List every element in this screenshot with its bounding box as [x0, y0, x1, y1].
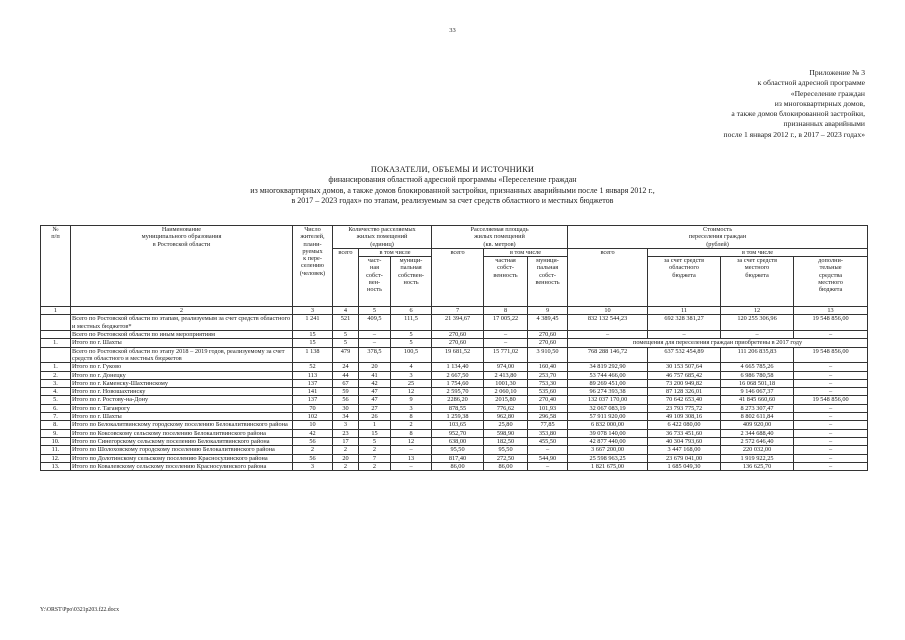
cell-c8: 2 060,10 — [484, 388, 528, 396]
cell-c13: – — [794, 421, 868, 429]
cell-c13: – — [794, 379, 868, 387]
cell-c8: 2 413,80 — [484, 371, 528, 379]
row-name: Итого по г. Гуково — [71, 363, 293, 371]
col-number: 4 — [333, 307, 359, 315]
table-row — [41, 429, 868, 437]
cell-c13: – — [794, 462, 868, 470]
row-name: Итого по Долотинскому сельскому поселению Красносулинского района — [71, 454, 293, 462]
cell-c5: 42 — [359, 379, 391, 387]
cell-c7: 2 595,70 — [432, 388, 484, 396]
cell-c10: 32 067 083,19 — [568, 404, 648, 412]
row-number: 10. — [41, 437, 71, 445]
row-number: 1. — [41, 339, 71, 347]
row-name: Всего по Ростовской области по этапу 2018 – 2019 годов, реализуемому за счет средств областного и местных бюджетов — [71, 347, 293, 363]
cell-c10: 57 911 920,00 — [568, 413, 648, 421]
cell-c11: 40 304 793,60 — [648, 437, 721, 445]
cell-c11: 6 422 080,00 — [648, 421, 721, 429]
cell-c6: 4 — [391, 363, 432, 371]
cell-c3: 52 — [293, 363, 333, 371]
table-row — [41, 371, 868, 379]
cell-c6: 8 — [391, 429, 432, 437]
row-number: 13. — [41, 462, 71, 470]
cell-c10: 25 598 963,25 — [568, 454, 648, 462]
cell-c8: – — [484, 331, 528, 339]
cell-c9: 544,90 — [528, 454, 568, 462]
cell-c8: 25,80 — [484, 421, 528, 429]
cell-c3: 15 — [293, 331, 333, 339]
header-cost-incl: в том числе — [648, 248, 868, 256]
cell-c12: – — [721, 331, 794, 339]
cell-c11: 3 447 168,00 — [648, 446, 721, 454]
cell-c7: 2286,20 — [432, 396, 484, 404]
row-name: Всего по Ростовской области по иным мероприятиям — [71, 331, 293, 339]
row-name: Всего по Ростовской области по этапам, реализуемым за счет средств областного и местных бюджетов* — [71, 315, 293, 331]
cell-c13: – — [794, 413, 868, 421]
cell-c10: 1 821 675,00 — [568, 462, 648, 470]
cell-c5: 378,5 — [359, 347, 391, 363]
cell-c12: 2 572 646,40 — [721, 437, 794, 445]
cell-c10: 832 132 544,23 — [568, 315, 648, 331]
title-line: из многоквартирных домов, а также домов блокированной застройки, признанных аварийными после 1 января 2012 г., — [250, 185, 655, 195]
col-number: 8 — [484, 307, 528, 315]
col-number: 12 — [721, 307, 794, 315]
cell-c12: 8 273 307,47 — [721, 404, 794, 412]
cell-c4: 2 — [333, 462, 359, 470]
cell-c8: 272,50 — [484, 454, 528, 462]
cell-c6: 25 — [391, 379, 432, 387]
cell-c10: 132 037 170,00 — [568, 396, 648, 404]
cell-c4: 521 — [333, 315, 359, 331]
cell-c10: 3 667 200,00 — [568, 446, 648, 454]
cell-c4: 17 — [333, 437, 359, 445]
appendix-line: к областной адресной программе — [757, 78, 865, 88]
cell-c11: 46 757 685,42 — [648, 371, 721, 379]
cell-c3: 113 — [293, 371, 333, 379]
cell-c5: 1 — [359, 421, 391, 429]
cell-c7: 1 754,60 — [432, 379, 484, 387]
table-row — [41, 339, 868, 347]
cell-c10: 6 832 000,00 — [568, 421, 648, 429]
cell-c12: 6 986 780,58 — [721, 371, 794, 379]
cell-c4: 34 — [333, 413, 359, 421]
cell-c10: 42 877 440,00 — [568, 437, 648, 445]
cell-c7: 952,70 — [432, 429, 484, 437]
header-local: за счет средств местного бюджета — [721, 257, 794, 307]
col-number: 7 — [432, 307, 484, 315]
cell-c3: 10 — [293, 421, 333, 429]
appendix-line: из многоквартирных домов, — [774, 98, 865, 108]
cell-c7: 817,40 — [432, 454, 484, 462]
table-row — [41, 315, 868, 331]
cell-c5: 47 — [359, 396, 391, 404]
cell-c13: – — [794, 404, 868, 412]
cell-c4: 5 — [333, 331, 359, 339]
appendix-line: «Переселение граждан — [790, 88, 865, 98]
cell-c13: – — [794, 388, 868, 396]
col-number: 6 — [391, 307, 432, 315]
cell-c9: 296,58 — [528, 413, 568, 421]
cell-c6: 9 — [391, 396, 432, 404]
cell-c13: – — [794, 331, 868, 339]
cell-c9: 160,40 — [528, 363, 568, 371]
table-row — [41, 347, 868, 363]
cell-c3: 3 — [293, 462, 333, 470]
cell-c4: 3 — [333, 421, 359, 429]
header-name: Наименование муниципального образования в Ростовской области — [71, 226, 293, 249]
cell-c9: 253,70 — [528, 371, 568, 379]
cell-c9: 3 910,50 — [528, 347, 568, 363]
cell-c13: – — [794, 454, 868, 462]
header-cost-total: всего — [568, 248, 648, 256]
cell-c8: 1001,30 — [484, 379, 528, 387]
cell-c5: 41 — [359, 371, 391, 379]
title-line: ПОКАЗАТЕЛИ, ОБЪЕМЫ И ИСТОЧНИКИ — [370, 165, 535, 174]
table-row — [41, 396, 868, 404]
appendix-line: а также домов блокированной застройки, — [731, 109, 865, 119]
cell-c6: 111,5 — [391, 315, 432, 331]
row-name: Итого по Ковалевскому сельскому поселению Красносулинского района — [71, 462, 293, 470]
cell-c5: 7 — [359, 454, 391, 462]
cell-c3: 56 — [293, 437, 333, 445]
cell-c6: 12 — [391, 437, 432, 445]
cell-c13: – — [794, 371, 868, 379]
cell-c5: 15 — [359, 429, 391, 437]
cell-c7: 21 394,67 — [432, 315, 484, 331]
cell-c5: 409,5 — [359, 315, 391, 331]
col-number: 10 — [568, 307, 648, 315]
cell-c10: – — [568, 331, 648, 339]
page-number: 33 — [449, 27, 456, 34]
cell-c13: – — [794, 437, 868, 445]
row-number: 3. — [41, 379, 71, 387]
cell-c10: 53 744 466,00 — [568, 371, 648, 379]
cell-c7: 1 134,40 — [432, 363, 484, 371]
header-area-municipal: муници- пальная собст- венность — [528, 257, 568, 307]
header-area-total: всего — [432, 248, 484, 256]
appendix-block — [724, 68, 866, 140]
table-body — [41, 315, 868, 471]
cell-c8: 182,50 — [484, 437, 528, 445]
col-number: 11 — [648, 307, 721, 315]
cell-c8: 598,90 — [484, 429, 528, 437]
cell-c12: 120 255 306,96 — [721, 315, 794, 331]
col-number: 13 — [794, 307, 868, 315]
row-name: Итого по Белокалитвинскому городскому поселению Белокалитвинского района — [71, 421, 293, 429]
cell-c11: 692 328 381,27 — [648, 315, 721, 331]
row-number: 1. — [41, 363, 71, 371]
col-number: 1 — [41, 307, 71, 315]
cell-c4: 59 — [333, 388, 359, 396]
col-number: 2 — [71, 307, 293, 315]
row-name: Итого по г. Ростову-на-Дону — [71, 396, 293, 404]
cell-c8: 86,00 — [484, 462, 528, 470]
header-premises-incl: в том числе — [359, 248, 432, 256]
table-row — [41, 446, 868, 454]
header-area-incl: в том числе — [484, 248, 568, 256]
cell-c12: 2 344 688,40 — [721, 429, 794, 437]
cell-c6: 8 — [391, 413, 432, 421]
header-regional: за счет средств областного бюджета — [648, 257, 721, 307]
cell-c11: 73 200 949,82 — [648, 379, 721, 387]
cell-c4: 67 — [333, 379, 359, 387]
header-private: част- ная собст- вен- ность — [359, 257, 391, 307]
cell-c3: 141 — [293, 388, 333, 396]
cell-c6: 5 — [391, 331, 432, 339]
cell-c7: 1 259,38 — [432, 413, 484, 421]
cell-c9: 270,40 — [528, 396, 568, 404]
cell-c4: 5 — [333, 339, 359, 347]
cell-c4: 44 — [333, 371, 359, 379]
header-num: № п/п — [41, 226, 71, 249]
cell-c6: – — [391, 446, 432, 454]
file-path: Y:\ORST\Ppo\0321p203.f22.docx — [40, 607, 120, 613]
cell-c3: 70 — [293, 404, 333, 412]
cell-c5: 47 — [359, 388, 391, 396]
cell-c4: 2 — [333, 446, 359, 454]
cell-c13: – — [794, 363, 868, 371]
row-number — [41, 347, 71, 363]
table-row — [41, 421, 868, 429]
cell-c5: 26 — [359, 413, 391, 421]
cell-c13: 19 548 856,00 — [794, 347, 868, 363]
row-number: 9. — [41, 429, 71, 437]
header-area: Расселяемая площадь жилых помещений (кв. метров) — [432, 226, 568, 249]
cell-c5: 27 — [359, 404, 391, 412]
title-line: финансирования областной адресной программы «Переселение граждан — [328, 175, 577, 185]
cell-c9: 270,60 — [528, 331, 568, 339]
cell-c11: 87 128 326,01 — [648, 388, 721, 396]
col-number: 9 — [528, 307, 568, 315]
cell-c11: 23 679 041,00 — [648, 454, 721, 462]
header-premises-total: всего — [333, 248, 359, 256]
header-area-private: частная собст- венность — [484, 257, 528, 307]
cell-c9: 101,93 — [528, 404, 568, 412]
row-number: 6. — [41, 404, 71, 412]
cell-c7: 638,00 — [432, 437, 484, 445]
cell-c9: 77,85 — [528, 421, 568, 429]
row-name: Итого по г. Донецку — [71, 371, 293, 379]
row-name: Итого по г. Шахты — [71, 339, 293, 347]
cell-c10: 768 288 146,72 — [568, 347, 648, 363]
row-name: Итого по Коксовскому сельскому поселению Белокалитвинского района — [71, 429, 293, 437]
cell-c13: 19 548 856,00 — [794, 396, 868, 404]
cell-c9: 4 389,45 — [528, 315, 568, 331]
column-numbers-row — [41, 307, 868, 315]
row-name: Итого по г. Каменску-Шахтинскому — [71, 379, 293, 387]
cell-c3: 137 — [293, 396, 333, 404]
table-row — [41, 462, 868, 470]
cell-c7: 103,65 — [432, 421, 484, 429]
cell-c4: 30 — [333, 404, 359, 412]
cell-c12: 9 146 067,37 — [721, 388, 794, 396]
cell-c4: 24 — [333, 363, 359, 371]
table-row — [41, 379, 868, 387]
document-title — [0, 165, 905, 206]
table-row — [41, 404, 868, 412]
table-row — [41, 454, 868, 462]
cell-c7: 270,60 — [432, 339, 484, 347]
cell-c7: 2 667,50 — [432, 371, 484, 379]
cell-c6: 100,5 — [391, 347, 432, 363]
cell-c5: – — [359, 339, 391, 347]
cell-c11: 30 153 507,64 — [648, 363, 721, 371]
cell-c7: 19 681,52 — [432, 347, 484, 363]
cell-c11: 23 793 775,72 — [648, 404, 721, 412]
header-residents: Число жителей, плани- руемых к пере- селению (человек) — [293, 226, 333, 307]
col-number: 3 — [293, 307, 333, 315]
appendix-line: Приложение № 3 — [809, 68, 865, 77]
cell-c5: 20 — [359, 363, 391, 371]
cell-c9: 535,60 — [528, 388, 568, 396]
cell-c9: 353,80 — [528, 429, 568, 437]
header-premises: Количество расселяемых жилых помещений (единиц) — [333, 226, 432, 249]
cell-c11: 36 733 451,60 — [648, 429, 721, 437]
cell-c8: 962,80 — [484, 413, 528, 421]
cell-c8: – — [484, 339, 528, 347]
cell-c10: 39 078 140,00 — [568, 429, 648, 437]
row-number — [41, 315, 71, 331]
row-number: 11. — [41, 446, 71, 454]
cell-c5: 2 — [359, 462, 391, 470]
table-row — [41, 413, 868, 421]
cell-c6: 2 — [391, 421, 432, 429]
cell-c11: 49 109 308,16 — [648, 413, 721, 421]
cell-c3: 137 — [293, 379, 333, 387]
cell-c3: 1 241 — [293, 315, 333, 331]
table-header — [41, 226, 868, 315]
cell-c10: 89 269 451,00 — [568, 379, 648, 387]
row-note: помещения для переселения граждан приобретены в 2017 году — [568, 339, 868, 347]
cell-c8: 17 005,22 — [484, 315, 528, 331]
table-row — [41, 331, 868, 339]
row-number: 8. — [41, 421, 71, 429]
cell-c12: 41 845 660,60 — [721, 396, 794, 404]
cell-c3: 15 — [293, 339, 333, 347]
cell-c4: 479 — [333, 347, 359, 363]
row-name: Итого по г. Новошахтинску — [71, 388, 293, 396]
cell-c9: 455,50 — [528, 437, 568, 445]
cell-c9: – — [528, 446, 568, 454]
cell-c9: – — [528, 462, 568, 470]
cell-c9: 753,30 — [528, 379, 568, 387]
header-municipal: муници- пальная собствен- ность — [391, 257, 432, 307]
cell-c3: 1 138 — [293, 347, 333, 363]
row-number — [41, 331, 71, 339]
cell-c13: 19 548 856,00 — [794, 315, 868, 331]
row-number: 7. — [41, 413, 71, 421]
cell-c8: 95,50 — [484, 446, 528, 454]
cell-c11: 637 532 454,89 — [648, 347, 721, 363]
header-additional: дополни- тельные средства местного бюджета — [794, 257, 868, 307]
table-row — [41, 437, 868, 445]
cell-c4: 23 — [333, 429, 359, 437]
row-name: Итого по г. Шахты — [71, 413, 293, 421]
title-line: в 2017 – 2023 годах» по этапам, реализуемым за счет средств областного и местных бюджетов — [291, 195, 614, 205]
cell-c12: 409 920,00 — [721, 421, 794, 429]
cell-c12: 16 068 501,18 — [721, 379, 794, 387]
cell-c12: 8 802 611,84 — [721, 413, 794, 421]
cell-c6: 3 — [391, 404, 432, 412]
col-number: 5 — [359, 307, 391, 315]
cell-c3: 42 — [293, 429, 333, 437]
appendix-line: признанных аварийными — [783, 119, 865, 129]
appendix-line: после 1 января 2012 г., в 2017 – 2023 годах» — [723, 129, 865, 139]
cell-c12: 111 206 835,83 — [721, 347, 794, 363]
table-row — [41, 363, 868, 371]
cell-c13: – — [794, 429, 868, 437]
cell-c8: 974,00 — [484, 363, 528, 371]
row-number: 5. — [41, 396, 71, 404]
cell-c5: – — [359, 331, 391, 339]
row-name: Итого по Синегорскому сельскому поселению Белокалитвинского района — [71, 437, 293, 445]
cell-c8: 776,62 — [484, 404, 528, 412]
cell-c5: 5 — [359, 437, 391, 445]
cell-c12: 4 665 785,26 — [721, 363, 794, 371]
cell-c10: 96 274 393,38 — [568, 388, 648, 396]
cell-c11: – — [648, 331, 721, 339]
cell-c6: 3 — [391, 371, 432, 379]
cell-c6: 12 — [391, 388, 432, 396]
cell-c6: 13 — [391, 454, 432, 462]
cell-c12: 1 919 922,25 — [721, 454, 794, 462]
row-name: Итого по г. Таганрогу — [71, 404, 293, 412]
cell-c5: 2 — [359, 446, 391, 454]
cell-c13: – — [794, 446, 868, 454]
cell-c4: 56 — [333, 396, 359, 404]
header-cost: Стоимость переселения граждан (рублей) — [568, 226, 868, 249]
cell-c3: 56 — [293, 454, 333, 462]
cell-c7: 95,50 — [432, 446, 484, 454]
row-name: Итого по Шолоховскому городскому поселению Белокалитвинского района — [71, 446, 293, 454]
cell-c8: 2015,80 — [484, 396, 528, 404]
cell-c12: 220 032,00 — [721, 446, 794, 454]
cell-c3: 2 — [293, 446, 333, 454]
cell-c11: 70 642 653,40 — [648, 396, 721, 404]
cell-c10: 34 819 292,90 — [568, 363, 648, 371]
cell-c7: 270,60 — [432, 331, 484, 339]
cell-c4: 20 — [333, 454, 359, 462]
cell-c6: 5 — [391, 339, 432, 347]
row-number: 12. — [41, 454, 71, 462]
table-row — [41, 388, 868, 396]
cell-c3: 102 — [293, 413, 333, 421]
row-number: 2. — [41, 371, 71, 379]
cell-c9: 270,60 — [528, 339, 568, 347]
cell-c7: 86,00 — [432, 462, 484, 470]
row-number: 4. — [41, 388, 71, 396]
cell-c8: 15 771,02 — [484, 347, 528, 363]
cell-c6: – — [391, 462, 432, 470]
indicators-table — [40, 225, 868, 471]
cell-c7: 878,55 — [432, 404, 484, 412]
cell-c12: 136 625,70 — [721, 462, 794, 470]
cell-c11: 1 685 049,30 — [648, 462, 721, 470]
